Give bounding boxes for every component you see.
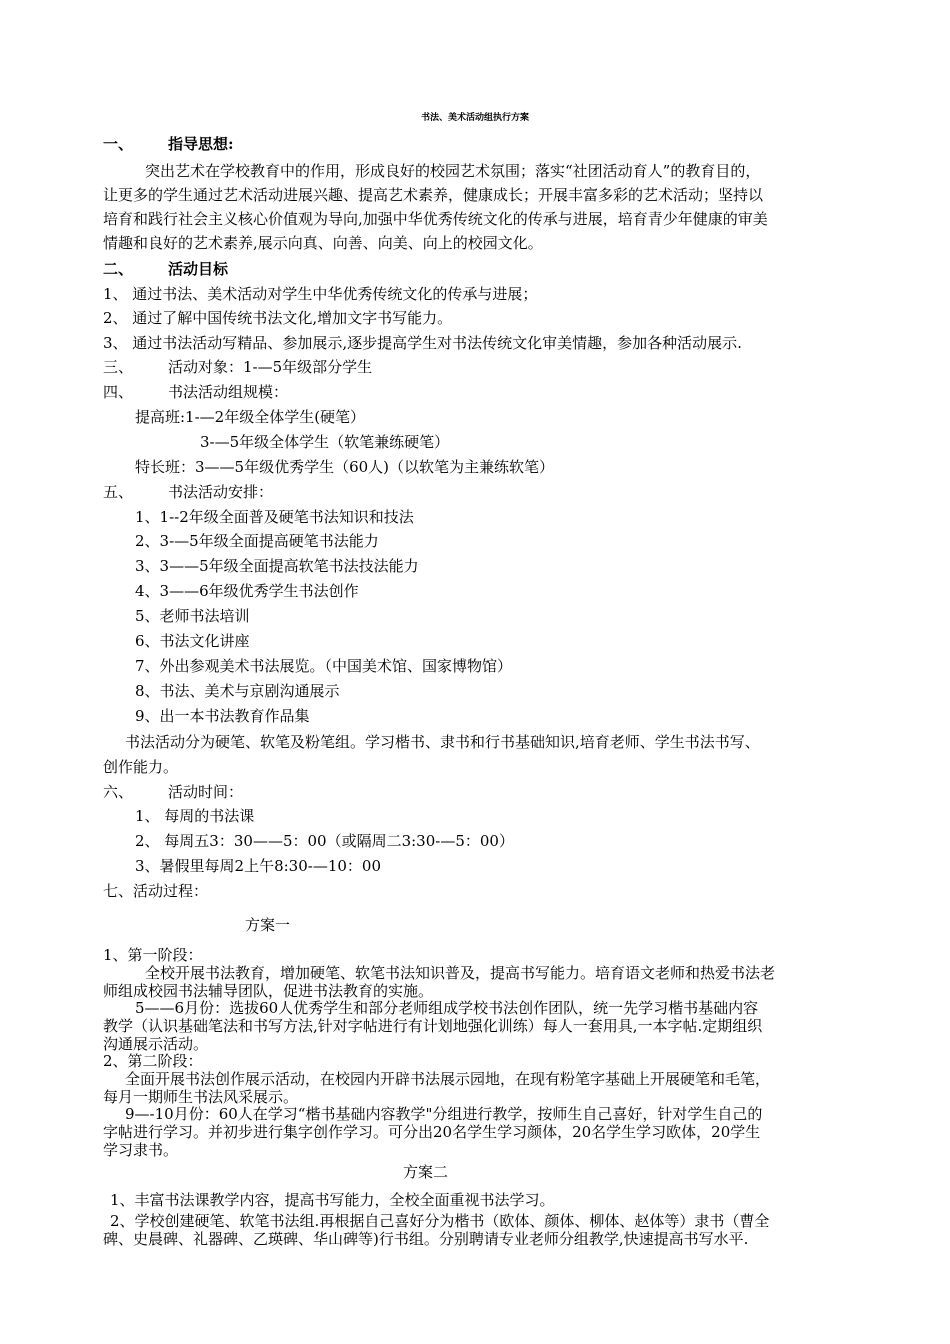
section-3-number: 三、 xyxy=(103,358,134,376)
plan-1-title: 方案一 xyxy=(245,916,291,934)
section-5-number: 五、 xyxy=(103,483,134,501)
plan-1-para-line: 师组成校园书法辅导团队，促进书法教育的实施。 xyxy=(103,982,434,1000)
section-5-para-line: 创作能力。 xyxy=(103,758,179,776)
section-1-para-line: 突出艺术在学校教育中的作用，形成良好的校园艺术氛围；落实“社团活动育人”的教育目的， xyxy=(145,162,761,180)
plan-1-para-line: 字帖进行学习。并初步进行集字创作学习。可分出20名学生学习颜体，20名学生学习欧体，20学生 xyxy=(103,1123,761,1141)
arrangement-item: 7、外出参观美术书法展览。（中国美术馆、国家博物馆） xyxy=(135,657,513,675)
plan-1-stage-2: 2、第二阶段： xyxy=(103,1052,203,1070)
section-1-number: 一、 xyxy=(103,135,134,153)
goal-item: 3、 通过书法活动写精品、参加展示,逐步提高学生对书法传统文化审美情趣，参加各种活动展示. xyxy=(103,334,742,352)
plan-2-title: 方案二 xyxy=(403,1163,449,1181)
plan-2-line: 碑、史晨碑、礼器碑、乙瑛碑、华山碑等)行书组。分别聘请专业老师分组教学,快速提高书写水平. xyxy=(103,1230,749,1248)
plan-2-line: 2、学校创建硬笔、软笔书法组.再根据自己喜好分为楷书（欧体、颜体、柳体、赵体等）隶书（曹全 xyxy=(110,1212,770,1230)
page-title: 书法、美术活动组执行方案 xyxy=(420,113,529,123)
section-7-text: 七、活动过程： xyxy=(103,882,209,900)
time-item: 1、 每周的书法课 xyxy=(135,807,255,825)
plan-1-stage-1: 1、第一阶段： xyxy=(103,946,203,964)
section-5-para-line: 书法活动分为硬笔、软笔及粉笔组。学习楷书、隶书和行书基础知识,培育老师、学生书法书写、 xyxy=(125,733,760,751)
plan-1-para-line: 5——6月份：选拔60人优秀学生和部分老师组成学校书法创作团队，统一先学习楷书基础内容 xyxy=(135,999,759,1017)
section-4-text: 书法活动组规模： xyxy=(168,383,289,401)
plan-2-line: 1、丰富书法课教学内容，提高书写能力，全校全面重视书法学习。 xyxy=(110,1191,555,1209)
arrangement-item: 4、3——6年级优秀学生书法创作 xyxy=(135,582,359,600)
section-1-para-line: 情趣和良好的艺术素养,展示向真、向善、向美、向上的校园文化。 xyxy=(103,234,543,252)
arrangement-item: 5、老师书法培训 xyxy=(135,607,250,625)
time-item: 3、暑假里每周2上午8:30-—10：00 xyxy=(135,857,382,875)
scale-line: 特长班：3——5年级优秀学生（60人)（以软笔为主兼练软笔） xyxy=(135,458,555,476)
goal-item: 2、 通过了解中国传统书法文化,增加文字书写能力。 xyxy=(103,309,453,327)
plan-1-para-line: 全面开展书法创作展示活动，在校园内开辟书法展示园地，在现有粉笔字基础上开展硬笔和毛笔， xyxy=(125,1070,771,1088)
goal-item: 1、 通过书法、美术活动对学生中华优秀传统文化的传承与进展； xyxy=(103,285,538,303)
section-6-number: 六、 xyxy=(103,783,134,801)
section-1-heading: 指导思想: xyxy=(168,135,234,153)
plan-1-para-line: 全校开展书法教育，增加硬笔、软笔书法知识普及，提高书写能力。培育语文老师和热爱书法老 xyxy=(145,964,776,982)
section-6-text: 活动时间： xyxy=(168,783,244,801)
arrangement-item: 1、1--2年级全面普及硬笔书法知识和技法 xyxy=(135,508,414,526)
arrangement-item: 2、3-—5年级全面提高硬笔书法能力 xyxy=(135,532,379,550)
arrangement-item: 9、出一本书法教育作品集 xyxy=(135,707,310,725)
section-2-number: 二、 xyxy=(103,260,134,278)
scale-line: 提高班:1-—2年级全体学生(硬笔） xyxy=(135,408,366,426)
section-4-number: 四、 xyxy=(103,383,134,401)
arrangement-item: 6、书法文化讲座 xyxy=(135,632,250,650)
plan-1-para-line: 每月一期师生书法风采展示。 xyxy=(103,1088,299,1106)
scale-line: 3-—5年级全体学生（软笔兼练硬笔） xyxy=(200,433,450,451)
plan-1-para-line: 学习隶书。 xyxy=(103,1141,179,1159)
section-1-para-line: 培育和践行社会主义核心价值观为导向,加强中华优秀传统文化的传承与进展，培育青少年健康的审美 xyxy=(103,210,768,228)
section-2-heading: 活动目标 xyxy=(168,260,229,278)
plan-1-para-line: 教学（认识基础笔法和书写方法,针对字帖进行有计划地强化训练）每人一套用具,一本字帖.定期组织 xyxy=(103,1017,763,1035)
arrangement-item: 8、书法、美术与京剧沟通展示 xyxy=(135,682,340,700)
time-item: 2、 每周五3：30——5：00（或隔周二3:30-—5：00） xyxy=(135,832,514,850)
section-5-text: 书法活动安排： xyxy=(168,483,274,501)
plan-1-para-line: 沟通展示活动。 xyxy=(103,1035,209,1053)
plan-1-para-line: 9—-10月份：60人在学习“楷书基础内容教学"分组进行教学，按师生自己喜好，针对学生自己的 xyxy=(125,1105,763,1123)
arrangement-item: 3、3——5年级全面提高软笔书法技法能力 xyxy=(135,557,419,575)
section-3-text: 活动对象：1-—5年级部分学生 xyxy=(168,358,373,376)
section-1-para-line: 让更多的学生通过艺术活动进展兴趣、提高艺术素养，健康成长；开展丰富多彩的艺术活动；坚持以 xyxy=(103,186,764,204)
